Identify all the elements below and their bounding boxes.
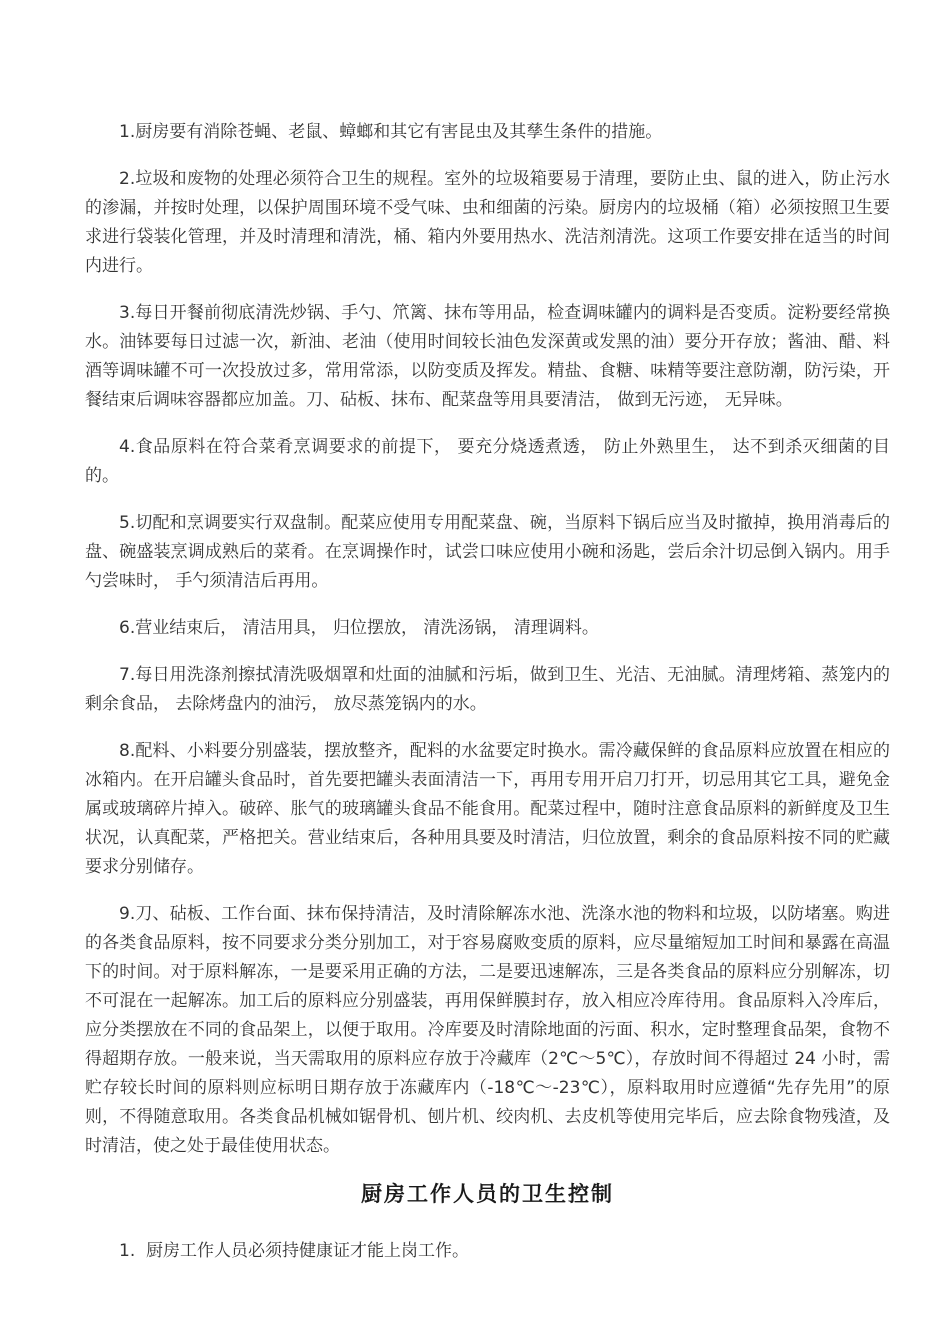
section-heading: 厨房工作人员的卫生控制 <box>361 1181 614 1206</box>
rule-paragraph-4: 4.食品原料在符合菜肴烹调要求的前提下， 要充分烧透煮透， 防止外熟里生， 达不到杀灭细菌的目的。 <box>85 437 890 486</box>
rule-paragraph-5: 5.切配和烹调要实行双盘制。配菜应使用专用配菜盘、碗，当原料下锅后应当及时撤掉，换用消毒后的盘、碗盛装烹调成熟后的菜肴。在烹调操作时，试尝口味应使用小碗和汤匙，尝后余汁切忌倒入锅内。用手勺尝味时， 手勺须清洁后再用。 <box>85 513 890 591</box>
rule-paragraph-6: 6.营业结束后， 清洁用具， 归位摆放， 清洗汤锅， 清理调料。 <box>119 618 599 638</box>
rule-paragraph-9: 9.刀、砧板、工作台面、抹布保持清洁，及时清除解冻水池、洗涤水池的物料和垃圾，以防堵塞。购进的各类食品原料，按不同要求分类分别加工，对于容易腐败变质的原料，应尽量缩短加工时间和暴露在高温下的时间。对于原料解冻，一是要采用正确的方法，二是要迅速解冻，三是各类食品的原料应分别解冻，切不可混在一起解冻。加工后的原料应分别盛装，再用保鲜膜封存，放入相应冷库待用。食品原料入冷库后，应分类摆放在不同的食品架上，以便于取用。冷库要及时清除地面的污面、积水，定时整理食品架，食物不得超期存放。一般来说，当天需取用的原料应存放于冷藏库（2℃～5℃），存放时间不得超过 24 小时，需贮存较长时间的原料则应标明日期存放于冻藏库内（-18℃～-23℃），原料取用时应遵循“先存先用”的原则，不得随意取用。各类食品机械如锯骨机、刨片机、绞肉机、去皮机等使用完毕后，应去除食物残渣，及时清洁，使之处于最佳使用状态。 <box>85 904 890 1156</box>
rule-paragraph-7: 7.每日用洗涤剂擦拭清洗吸烟罩和灶面的油腻和污垢，做到卫生、光洁、无油腻。清理烤箱、蒸笼内的剩余食品， 去除烤盘内的油污， 放尽蒸笼锅内的水。 <box>85 665 890 714</box>
rule-paragraph-8: 8.配料、小料要分别盛装，摆放整齐，配料的水盆要定时换水。需冷藏保鲜的食品原料应放置在相应的冰箱内。在开启罐头食品时，首先要把罐头表面清洁一下，再用专用开启刀打开，切忌用其它工具，避免金属或玻璃碎片掉入。破碎、胀气的玻璃罐头食品不能食用。配菜过程中，随时注意食品原料的新鲜度及卫生状况，认真配菜，严格把关。营业结束后，各种用具要及时清洁，归位放置，剩余的食品原料按不同的贮藏要求分别储存。 <box>85 741 890 877</box>
rule-paragraph-2: 2.垃圾和废物的处理必须符合卫生的规程。室外的垃圾箱要易于清理，要防止虫、鼠的进入，防止污水的渗漏，并按时处理，以保护周围环境不受气味、虫和细菌的污染。厨房内的垃圾桶（箱）必须按照卫生要求进行袋装化管理，并及时清理和清洗，桶、箱内外要用热水、洗洁剂清洗。这项工作要安排在适当的时间内进行。 <box>85 169 890 276</box>
document-body <box>85 118 890 1266</box>
rule-paragraph-3: 3.每日开餐前彻底清洗炒锅、手勺、笊篱、抹布等用品，检查调味罐内的调料是否变质。淀粉要经常换水。油钵要每日过滤一次，新油、老油（使用时间较长油色发深黄或发黑的油）要分开存放；酱油、醋、料酒等调味罐不可一次投放过多，常用常添，以防变质及挥发。精盐、食糖、味精等要注意防潮，防污染，开餐结束后调味容器都应加盖。刀、砧板、抹布、配菜盘等用具要清洁， 做到无污迹， 无异味。 <box>85 303 890 410</box>
staff-rule-paragraph-1: 1. 厨房工作人员必须持健康证才能上岗工作。 <box>119 1241 470 1261</box>
rule-paragraph-1: 1.厨房要有消除苍蝇、老鼠、蟑螂和其它有害昆虫及其孳生条件的措施。 <box>119 122 663 142</box>
